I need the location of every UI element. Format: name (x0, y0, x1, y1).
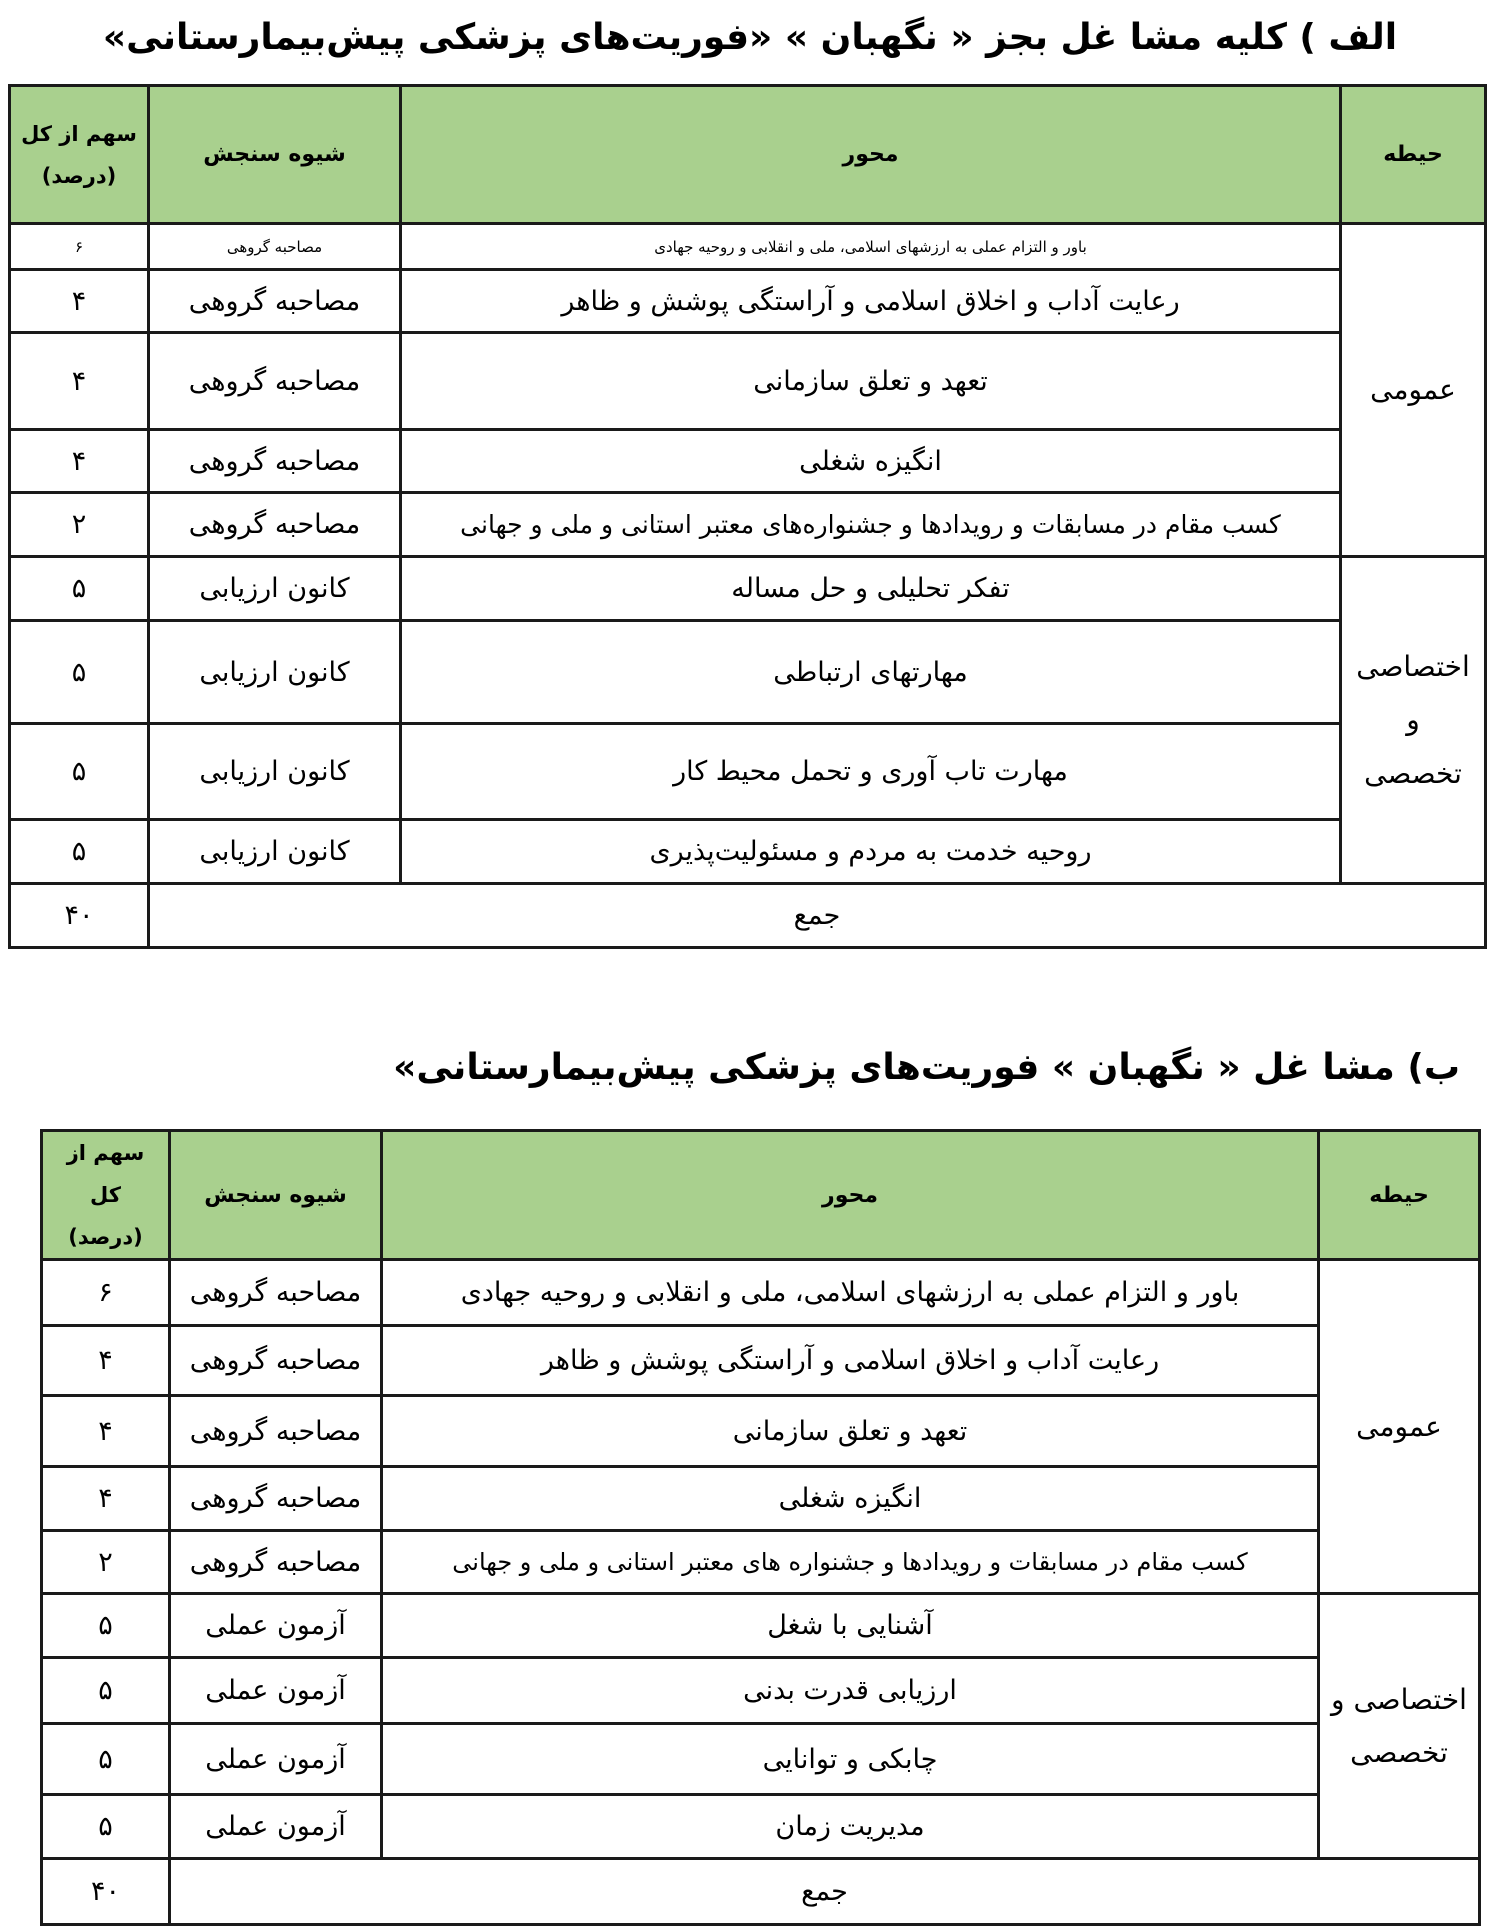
share-cell: ۵ (10, 557, 149, 621)
axis-cell: تعهد و تعلق سازمانی (401, 333, 1341, 430)
axis-cell: چابکی و توانایی (382, 1724, 1319, 1795)
table-row (10, 724, 1486, 820)
axis-cell: روحیه خدمت به مردم و مسئولیت‌پذیری (401, 820, 1341, 884)
table-header-row (10, 86, 1486, 224)
method-cell: کانون ارزیابی (149, 724, 401, 820)
table-row (10, 430, 1486, 493)
header-method: شیوه سنجش (149, 86, 401, 224)
share-cell: ۴ (42, 1396, 170, 1467)
share-cell: ۴ (42, 1326, 170, 1396)
domain-special-line1: اختصاصی و (1331, 1682, 1467, 1716)
table-row (10, 224, 1486, 270)
method-cell: مصاحبه گروهی (149, 224, 401, 270)
method-cell: مصاحبه گروهی (149, 430, 401, 493)
table-row (42, 1795, 1480, 1859)
header-axis: محور (382, 1131, 1319, 1260)
table-row (10, 557, 1486, 621)
share-cell: ۲ (10, 493, 149, 557)
table-row (10, 333, 1486, 430)
axis-cell: باور و التزام عملی به ارزشهای اسلامی، ملی و انقلابی و روحیه جهادی (401, 224, 1341, 270)
share-cell: ۴ (10, 270, 149, 333)
share-cell: ۵ (42, 1795, 170, 1859)
header-axis: محور (401, 86, 1341, 224)
section-b-title: ب) مشا غل « نگهبان » فوریت‌های پزشکی پیش‌بیمارستانی» (393, 1047, 1460, 1088)
method-cell: آزمون عملی (170, 1795, 382, 1859)
header-share (42, 1131, 170, 1260)
share-cell: ۴ (10, 333, 149, 430)
domain-special-line2: تخصصی (1350, 1736, 1448, 1769)
header-method: شیوه سنجش (170, 1131, 382, 1260)
method-cell: مصاحبه گروهی (149, 493, 401, 557)
table-row (42, 1467, 1480, 1531)
axis-cell: ارزیابی قدرت بدنی (382, 1658, 1319, 1724)
section-a-table (8, 84, 1487, 949)
axis-cell: رعایت آداب و اخلاق اسلامی و آراستگی پوشش و ظاهر (382, 1326, 1319, 1396)
axis-cell: تفکر تحلیلی و حل مساله (401, 557, 1341, 621)
section-a-title: الف ) کلیه مشا غل بجز « نگهبان » «فوریت‌های پزشکی پیش‌بیمارستانی» (102, 17, 1398, 58)
axis-cell: باور و التزام عملی به ارزشهای اسلامی، ملی و انقلابی و روحیه جهادی (382, 1260, 1319, 1326)
method-cell: آزمون عملی (170, 1658, 382, 1724)
method-cell: مصاحبه گروهی (170, 1260, 382, 1326)
total-row (10, 884, 1486, 948)
axis-cell: انگیزه شغلی (401, 430, 1341, 493)
table-header-row (42, 1131, 1480, 1260)
total-value: ۴۰ (42, 1859, 170, 1925)
section-b-table (40, 1129, 1481, 1926)
method-cell: آزمون عملی (170, 1724, 382, 1795)
table-row (42, 1326, 1480, 1396)
total-row (42, 1859, 1480, 1925)
axis-cell: مهارت تاب آوری و تحمل محیط کار (401, 724, 1341, 820)
table-row (42, 1531, 1480, 1594)
table-row (10, 820, 1486, 884)
axis-cell: کسب مقام در مسابقات و رویدادها و جشنواره‌های معتبر استانی و ملی و جهانی (401, 493, 1341, 557)
method-cell: کانون ارزیابی (149, 820, 401, 884)
axis-cell: انگیزه شغلی (382, 1467, 1319, 1531)
table-row (10, 493, 1486, 557)
method-cell: مصاحبه گروهی (170, 1396, 382, 1467)
axis-cell: کسب مقام در مسابقات و رویدادها و جشنواره های معتبر استانی و ملی و جهانی (382, 1531, 1319, 1594)
axis-cell: مهارتهای ارتباطی (401, 621, 1341, 724)
domain-special-line3: تخصصی (1364, 756, 1462, 790)
share-cell: ۶ (42, 1260, 170, 1326)
header-share-line1: سهم از کل (21, 121, 137, 146)
total-value: ۴۰ (10, 884, 149, 948)
table-row (10, 270, 1486, 333)
table-row (42, 1724, 1480, 1795)
axis-cell: تعهد و تعلق سازمانی (382, 1396, 1319, 1467)
share-cell: ۵ (10, 621, 149, 724)
table-row (42, 1594, 1480, 1658)
header-domain: حیطه (1341, 86, 1486, 224)
share-cell: ۵ (42, 1594, 170, 1658)
method-cell: مصاحبه گروهی (170, 1326, 382, 1396)
method-cell: مصاحبه گروهی (149, 333, 401, 430)
share-cell: ۵ (42, 1724, 170, 1795)
domain-special (1319, 1594, 1480, 1859)
method-cell: کانون ارزیابی (149, 557, 401, 621)
header-share-line1: سهم از کل (66, 1141, 145, 1207)
domain-special (1341, 557, 1486, 884)
header-domain: حیطه (1319, 1131, 1480, 1260)
table-row (42, 1396, 1480, 1467)
table-row (42, 1658, 1480, 1724)
share-cell: ۶ (10, 224, 149, 270)
method-cell: آزمون عملی (170, 1594, 382, 1658)
share-cell: ۴ (42, 1467, 170, 1531)
header-share-line2: (درصد) (41, 163, 117, 188)
table-row (42, 1260, 1480, 1326)
method-cell: کانون ارزیابی (149, 621, 401, 724)
axis-cell: آشنایی با شغل (382, 1594, 1319, 1658)
domain-special-line2: و (1406, 703, 1420, 737)
axis-cell: رعایت آداب و اخلاق اسلامی و آراستگی پوشش و ظاهر (401, 270, 1341, 333)
share-cell: ۵ (10, 820, 149, 884)
total-label: جمع (149, 884, 1486, 948)
header-share (10, 86, 149, 224)
method-cell: مصاحبه گروهی (170, 1467, 382, 1531)
axis-cell: مدیریت زمان (382, 1795, 1319, 1859)
method-cell: مصاحبه گروهی (170, 1531, 382, 1594)
total-label: جمع (170, 1859, 1480, 1925)
share-cell: ۲ (42, 1531, 170, 1594)
share-cell: ۵ (42, 1658, 170, 1724)
share-cell: ۴ (10, 430, 149, 493)
share-cell: ۵ (10, 724, 149, 820)
table-row (10, 621, 1486, 724)
domain-general: عمومی (1319, 1260, 1480, 1594)
header-share-line2: (درصد) (68, 1225, 143, 1249)
method-cell: مصاحبه گروهی (149, 270, 401, 333)
domain-special-line1: اختصاصی (1356, 650, 1470, 684)
domain-general: عمومی (1341, 224, 1486, 557)
